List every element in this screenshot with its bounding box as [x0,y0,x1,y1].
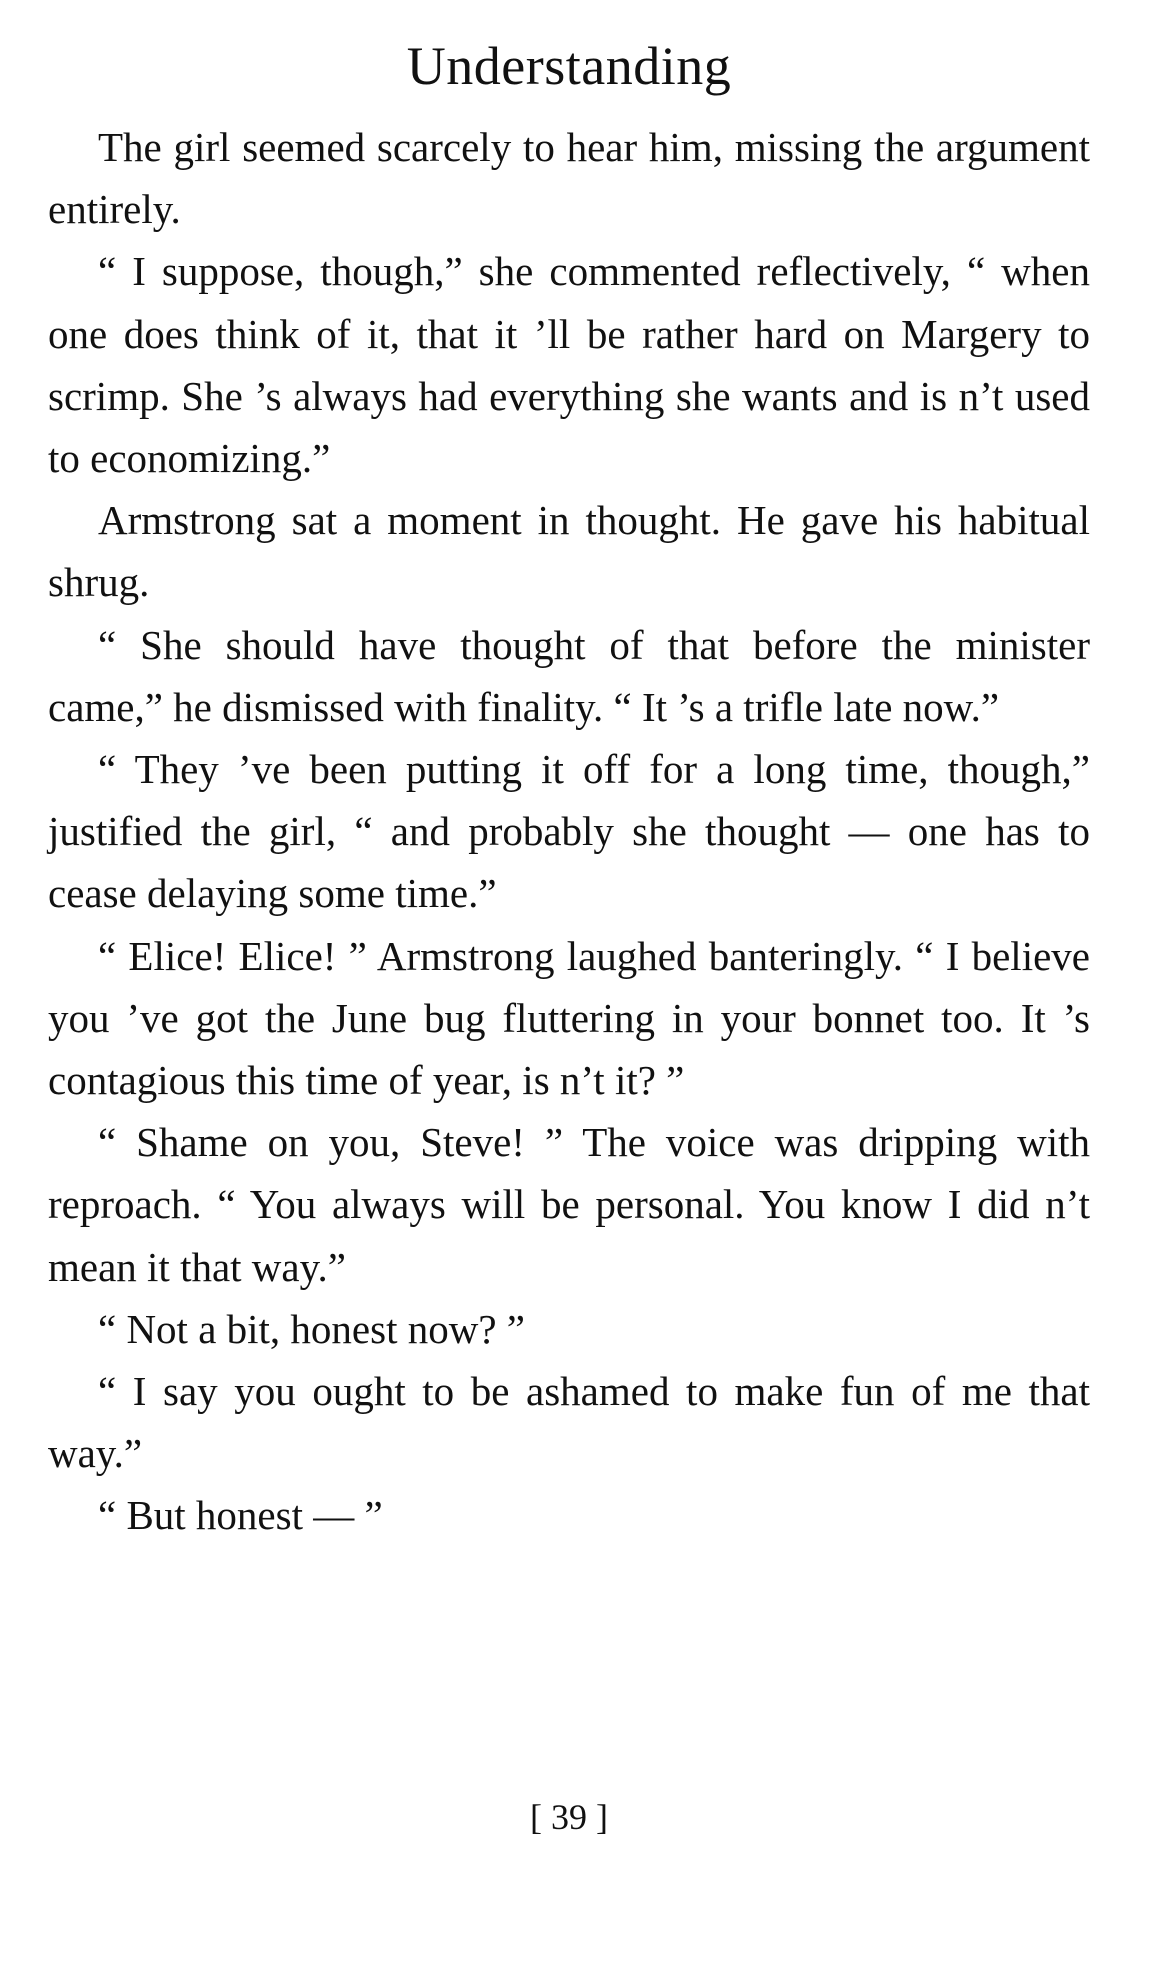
paragraph: The girl seemed scarcely to hear him, missing the argument entirely. [48,124,1090,233]
running-head: Understanding [406,36,732,96]
paragraph: “ They ’ve been putting it off for a long time, though,” justified the girl, “ and probably she thought — one has to cease delaying some time.” [48,746,1090,917]
paragraph: “ I suppose, though,” she commented reflectively, “ when one does think of it, that it ’ll be rather hard on Margery to scrimp. She ’s always had everything she wants and is n’t used to economizing.” [48,248,1090,482]
paragraph: Armstrong sat a moment in thought. He gave his habitual shrug. [48,497,1090,606]
paragraph: “ I say you ought to be ashamed to make fun of me that way.” [48,1368,1090,1477]
body-text [48,116,1090,1547]
paragraph: “ Shame on you, Steve! ” The voice was dripping with reproach. “ You always will be personal. You know I did n’t mean it that way.” [48,1119,1090,1290]
paragraph: “ Elice! Elice! ” Armstrong laughed banteringly. “ I believe you ’ve got the June bug fluttering in your bonnet too. It ’s contagious this time of year, is n’t it? ” [48,932,1090,1104]
paragraph: “ She should have thought of that before the minister came,” he dismissed with finality. “ It ’s a trifle late now.” [48,621,1090,730]
paragraph: “ But honest — ” [98,1492,383,1539]
paragraph: “ Not a bit, honest now? ” [98,1305,525,1352]
page-number: [ 39 ] [530,1797,608,1837]
book-page [48,0,1090,1980]
